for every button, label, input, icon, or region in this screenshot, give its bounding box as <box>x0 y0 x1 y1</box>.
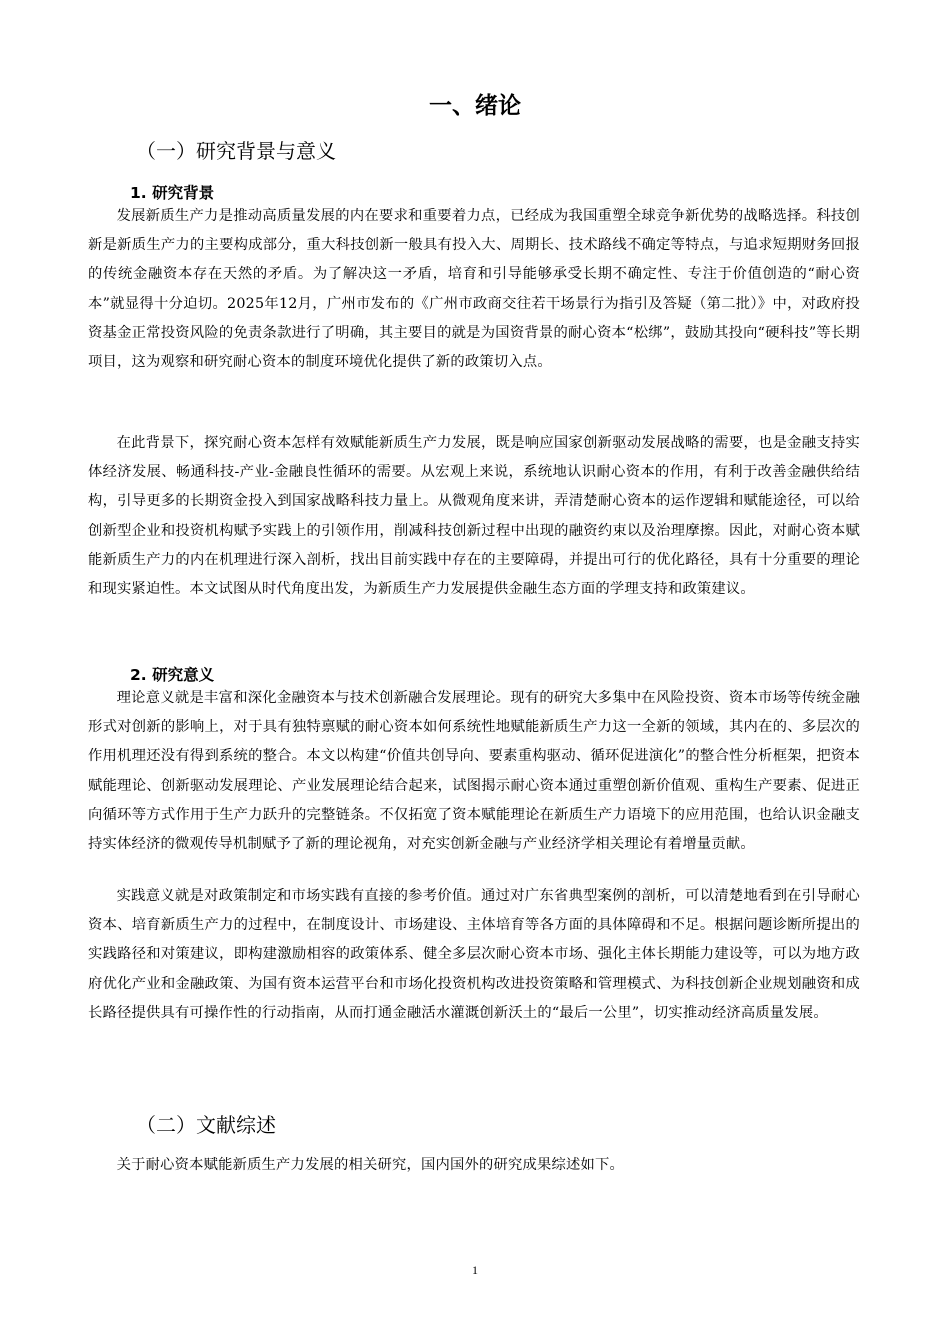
section-title-literature-review: （二）文献综述 <box>136 1113 276 1137</box>
subsection-title-background: 1. 研究背景 <box>130 184 215 202</box>
paragraph-significance-1: 理论意义就是丰富和深化金融资本与技术创新融合发展理论。现有的研究大多集中在风险投资、资本市场等传统金融形式对创新的影响上，对于具有独特禀赋的耐心资本如何系统性地赋能新质生产力这一全新的领域，其内在的、多层次的作用机理还没有得到系统的整合。本文以构建“价值共创导向、要素重构驱动、循环促进演化”的整合性分析框架，把资本赋能理论、创新驱动发展理论、产业发展理论结合起来，试图揭示耐心资本通过重塑创新价值观、重构生产要素、促进正向循环等方式作用于生产力跃升的完整链条。不仅拓宽了资本赋能理论在新质生产力语境下的应用范围，也给认识金融支持实体经济的微观传导机制赋予了新的理论视角，对充实创新金融与产业经济学相关理论有着增量贡献。 <box>88 690 860 853</box>
chapter-title: 一、绪论 <box>429 93 521 119</box>
section-title-background: （一）研究背景与意义 <box>136 139 336 163</box>
page-number: 1 <box>472 1263 478 1277</box>
paragraph-background-2: 在此背景下，探究耐心资本怎样有效赋能新质生产力发展，既是响应国家创新驱动发展战略的需要，也是金融支持实体经济发展、畅通科技-产业-金融良性循环的需要。从宏观上来说，系统地认识耐心资本的作用，有利于改善金融供给结构，引导更多的长期资金投入到国家战略科技力量上。从微观角度来讲，弄清楚耐心资本的运作逻辑和赋能途径，可以给创新型企业和投资机构赋予实践上的引领作用，削减科技创新过程中出现的融资约束以及治理摩擦。因此，对耐心资本赋能新质生产力的内在机理进行深入剖析，找出目前实践中存在的主要障碍，并提出可行的优化路径，具有十分重要的理论和现实紧迫性。本文试图从时代角度出发，为新质生产力发展提供金融生态方面的学理支持和政策建议。 <box>88 435 860 598</box>
paragraph-background-1: 发展新质生产力是推动高质量发展的内在要求和重要着力点，已经成为我国重塑全球竞争新优势的战略选择。科技创新是新质生产力的主要构成部分，重大科技创新一般具有投入大、周期长、技术路线不确定等特点，与追求短期财务回报的传统金融资本存在天然的矛盾。为了解决这一矛盾，培育和引导能够承受长期不确定性、专注于价值创造的“耐心资本”就显得十分迫切。2025年12月，广州市发布的《广州市政商交往若干场景行为指引及答疑（第二批）》中，对政府投资基金正常投资风险的免责条款进行了明确，其主要目的就是为国资背景的耐心资本“松绑”，鼓励其投向“硬科技”等长期项目，这为观察和研究耐心资本的制度环境优化提供了新的政策切入点。 <box>88 208 860 371</box>
paragraph-significance-2: 实践意义就是对政策制定和市场实践有直接的参考价值。通过对广东省典型案例的剖析，可以清楚地看到在引导耐心资本、培育新质生产力的过程中，在制度设计、市场建设、主体培育等各方面的具体障碍和不足。根据问题诊断所提出的实践路径和对策建议，即构建激励相容的政策体系、健全多层次耐心资本市场、强化主体长期能力建设等，可以为地方政府优化产业和金融政策、为国有资本运营平台和市场化投资机构改进投资策略和管理模式、为科技创新企业规划融资和成长路径提供具有可操作性的行动指南，从而打通金融活水灌溉创新沃土的“最后一公里”，切实推动经济高质量发展。 <box>88 888 860 1021</box>
subsection-title-significance: 2. 研究意义 <box>130 666 215 684</box>
paragraph-literature-review: 关于耐心资本赋能新质生产力发展的相关研究，国内国外的研究成果综述如下。 <box>116 1157 624 1173</box>
